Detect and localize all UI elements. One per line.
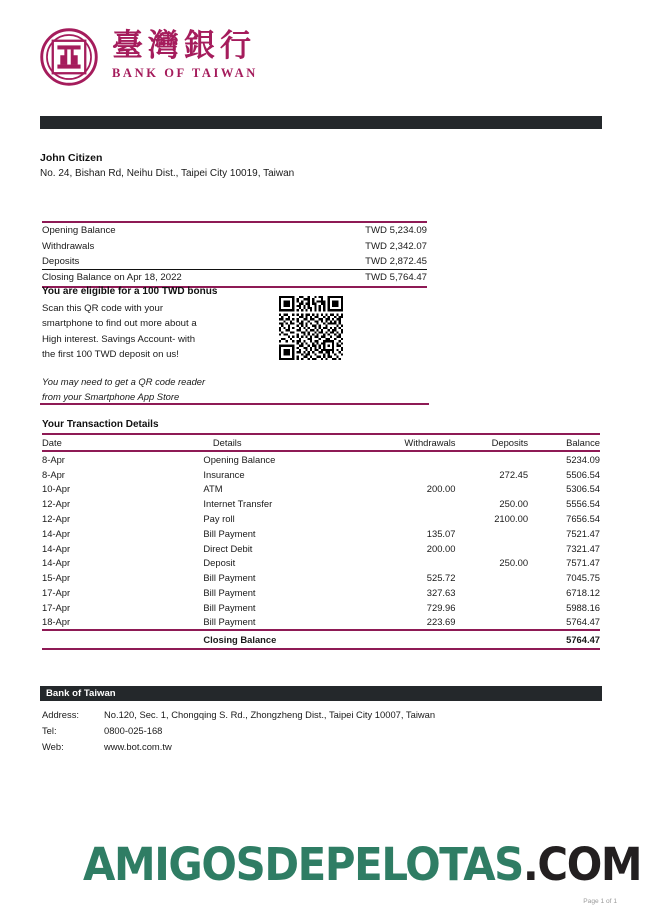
column-header-withdrawals: Withdrawals bbox=[363, 434, 455, 451]
cell-deposits bbox=[455, 526, 528, 541]
footer-address-value: No.120, Sec. 1, Chongqing S. Rd., Zhongzheng Dist., Taipei City 10007, Taiwan bbox=[104, 709, 436, 721]
closing-balance-label: Closing Balance bbox=[91, 630, 363, 649]
cell-details: Opening Balance bbox=[203, 453, 276, 465]
summary-amount: TWD 5,234.09 bbox=[309, 222, 427, 238]
cell-date: 8-Apr bbox=[42, 468, 65, 480]
table-row bbox=[42, 451, 600, 467]
footer-bar bbox=[40, 686, 602, 701]
cell-details: ATM bbox=[203, 483, 223, 495]
bonus-line-1: Scan this QR code with your bbox=[42, 303, 164, 314]
cell-balance: 5764.47 bbox=[566, 616, 600, 628]
cell-date: 14-Apr bbox=[42, 557, 71, 569]
cell-details: Insurance bbox=[203, 468, 245, 480]
qr-note-line-2: from your Smartphone App Store bbox=[42, 391, 180, 402]
section-divider-rule bbox=[40, 403, 429, 405]
cell-withdrawals: 200.00 bbox=[426, 483, 456, 495]
cell-withdrawals: 135.07 bbox=[426, 527, 456, 539]
cell-balance: 7321.47 bbox=[566, 542, 600, 554]
cell-details: Bill Payment bbox=[203, 527, 256, 539]
table-row bbox=[42, 482, 600, 497]
cell-date: 14-Apr bbox=[42, 542, 71, 554]
cell-withdrawals bbox=[363, 630, 455, 649]
table-row bbox=[42, 541, 600, 556]
table-row bbox=[42, 600, 600, 615]
summary-closing-row bbox=[42, 270, 427, 287]
header-divider-bar bbox=[40, 116, 602, 129]
cell-details: Bill Payment bbox=[203, 601, 256, 613]
transactions-table bbox=[42, 433, 600, 650]
column-header-date: Date bbox=[42, 434, 91, 451]
watermark-part-1: AMIGOSDEPELOTAS bbox=[82, 838, 523, 891]
cell-deposits bbox=[455, 585, 528, 600]
cell-date: 17-Apr bbox=[42, 586, 71, 598]
bonus-line-4: the first 100 TWD deposit on us! bbox=[42, 348, 179, 360]
cell-details: Bill Payment bbox=[203, 616, 256, 628]
cell-balance: 7571.47 bbox=[566, 557, 600, 569]
customer-name: John Citizen bbox=[40, 152, 103, 164]
cell-balance: 5234.09 bbox=[566, 453, 600, 465]
qr-note-line-1: You may need to get a QR code reader bbox=[42, 376, 206, 387]
cell-withdrawals: 223.69 bbox=[426, 616, 456, 628]
cell-deposits: 250.00 bbox=[499, 557, 529, 569]
cell-withdrawals bbox=[363, 451, 455, 467]
qr-code-icon bbox=[279, 296, 343, 360]
table-row bbox=[42, 615, 600, 631]
table-row bbox=[42, 467, 600, 482]
closing-balance-amount: 5764.47 bbox=[528, 630, 600, 649]
cell-balance: 5506.54 bbox=[566, 468, 600, 480]
cell-date: 8-Apr bbox=[42, 453, 65, 465]
cell-balance: 5988.16 bbox=[566, 601, 600, 613]
bonus-heading: You are eligible for a 100 TWD bonus bbox=[42, 286, 218, 297]
cell-balance: 5556.54 bbox=[566, 498, 600, 510]
table-row bbox=[42, 570, 600, 585]
bonus-description bbox=[42, 301, 197, 362]
cell-details: Pay roll bbox=[203, 513, 235, 525]
footer-row-tel bbox=[42, 723, 435, 739]
summary-amount: TWD 2,872.45 bbox=[365, 255, 427, 267]
cell-date: 12-Apr bbox=[42, 513, 71, 525]
column-header-details: Details bbox=[91, 434, 363, 451]
cell-balance: 7521.47 bbox=[566, 527, 600, 539]
cell-deposits: 250.00 bbox=[499, 498, 529, 510]
bank-of-taiwan-emblem-icon bbox=[40, 28, 98, 86]
footer-tel-value: 0800-025-168 bbox=[104, 725, 163, 737]
cell-date: 12-Apr bbox=[42, 498, 71, 510]
cell-date: 14-Apr bbox=[42, 527, 71, 539]
customer-address: No. 24, Bishan Rd, Neihu Dist., Taipei City 10019, Taiwan bbox=[40, 168, 295, 179]
cell-details: Direct Debit bbox=[203, 542, 253, 554]
table-row bbox=[42, 526, 600, 541]
cell-withdrawals bbox=[363, 467, 455, 482]
cell-details: Bill Payment bbox=[203, 572, 256, 584]
cell-withdrawals bbox=[363, 496, 455, 511]
cell-withdrawals: 729.96 bbox=[426, 601, 456, 613]
cell-withdrawals bbox=[363, 511, 455, 526]
page-number: Page 1 of 1 bbox=[583, 898, 617, 905]
cell-withdrawals bbox=[363, 555, 455, 570]
cell-date bbox=[42, 630, 91, 649]
site-watermark bbox=[82, 838, 641, 891]
cell-date: 18-Apr bbox=[42, 616, 71, 628]
cell-deposits bbox=[455, 570, 528, 585]
transactions-title: Your Transaction Details bbox=[42, 419, 159, 430]
cell-deposits bbox=[455, 615, 528, 631]
balance-summary-table bbox=[42, 221, 427, 288]
cell-withdrawals: 525.72 bbox=[426, 572, 456, 584]
summary-row bbox=[42, 222, 427, 238]
cell-deposits: 272.45 bbox=[499, 468, 529, 480]
table-row bbox=[42, 511, 600, 526]
cell-balance: 7045.75 bbox=[566, 572, 600, 584]
bank-name-en: BANK OF TAIWAN bbox=[112, 66, 258, 81]
cell-date: 17-Apr bbox=[42, 601, 71, 613]
cell-details: Bill Payment bbox=[203, 586, 256, 598]
cell-deposits bbox=[455, 541, 528, 556]
footer-row-address bbox=[42, 707, 435, 723]
cell-balance: 5306.54 bbox=[566, 483, 600, 495]
cell-withdrawals: 200.00 bbox=[426, 542, 456, 554]
table-row bbox=[42, 585, 600, 600]
cell-deposits: 2100.00 bbox=[494, 513, 529, 525]
summary-row bbox=[42, 254, 427, 270]
footer-row-web bbox=[42, 739, 435, 755]
summary-amount: TWD 2,342.07 bbox=[365, 240, 427, 252]
column-header-balance: Balance bbox=[528, 434, 600, 451]
cell-withdrawals: 327.63 bbox=[426, 586, 456, 598]
column-header-deposits: Deposits bbox=[455, 434, 528, 451]
footer-contact-table bbox=[42, 707, 435, 754]
cell-deposits bbox=[455, 451, 528, 467]
summary-label: Opening Balance bbox=[42, 222, 309, 238]
footer-web-label: Web: bbox=[42, 740, 64, 752]
table-row bbox=[42, 496, 600, 511]
qr-reader-note bbox=[42, 374, 205, 404]
footer-bank-name: Bank of Taiwan bbox=[46, 688, 116, 699]
footer-web-value[interactable]: www.bot.com.tw bbox=[104, 740, 172, 752]
cell-deposits bbox=[455, 482, 528, 497]
summary-row bbox=[42, 238, 427, 253]
bonus-line-2: smartphone to find out more about a bbox=[42, 318, 197, 330]
table-row bbox=[42, 555, 600, 570]
bonus-line-3: High interest. Savings Account- with bbox=[42, 333, 196, 345]
cell-balance: 7656.54 bbox=[566, 513, 600, 525]
cell-date: 10-Apr bbox=[42, 483, 71, 495]
watermark-part-2: .COM bbox=[522, 838, 641, 891]
bank-name-cn: 臺灣銀行 bbox=[112, 28, 256, 64]
cell-deposits bbox=[455, 630, 528, 649]
cell-details: Internet Transfer bbox=[203, 498, 273, 510]
cell-balance: 6718.12 bbox=[566, 586, 600, 598]
cell-deposits bbox=[455, 600, 528, 615]
summary-label: Deposits bbox=[42, 255, 80, 267]
summary-closing-label: Closing Balance on Apr 18, 2022 bbox=[42, 270, 309, 287]
footer-address-label: Address: bbox=[42, 709, 79, 721]
table-header-row bbox=[42, 434, 600, 451]
closing-balance-row bbox=[42, 630, 600, 649]
summary-closing-amount: TWD 5,764.47 bbox=[309, 270, 427, 287]
cell-details: Deposit bbox=[203, 557, 236, 569]
cell-date: 15-Apr bbox=[42, 572, 71, 584]
summary-label: Withdrawals bbox=[42, 240, 95, 252]
bank-logo bbox=[40, 28, 258, 86]
footer-tel-label: Tel: bbox=[42, 725, 57, 737]
